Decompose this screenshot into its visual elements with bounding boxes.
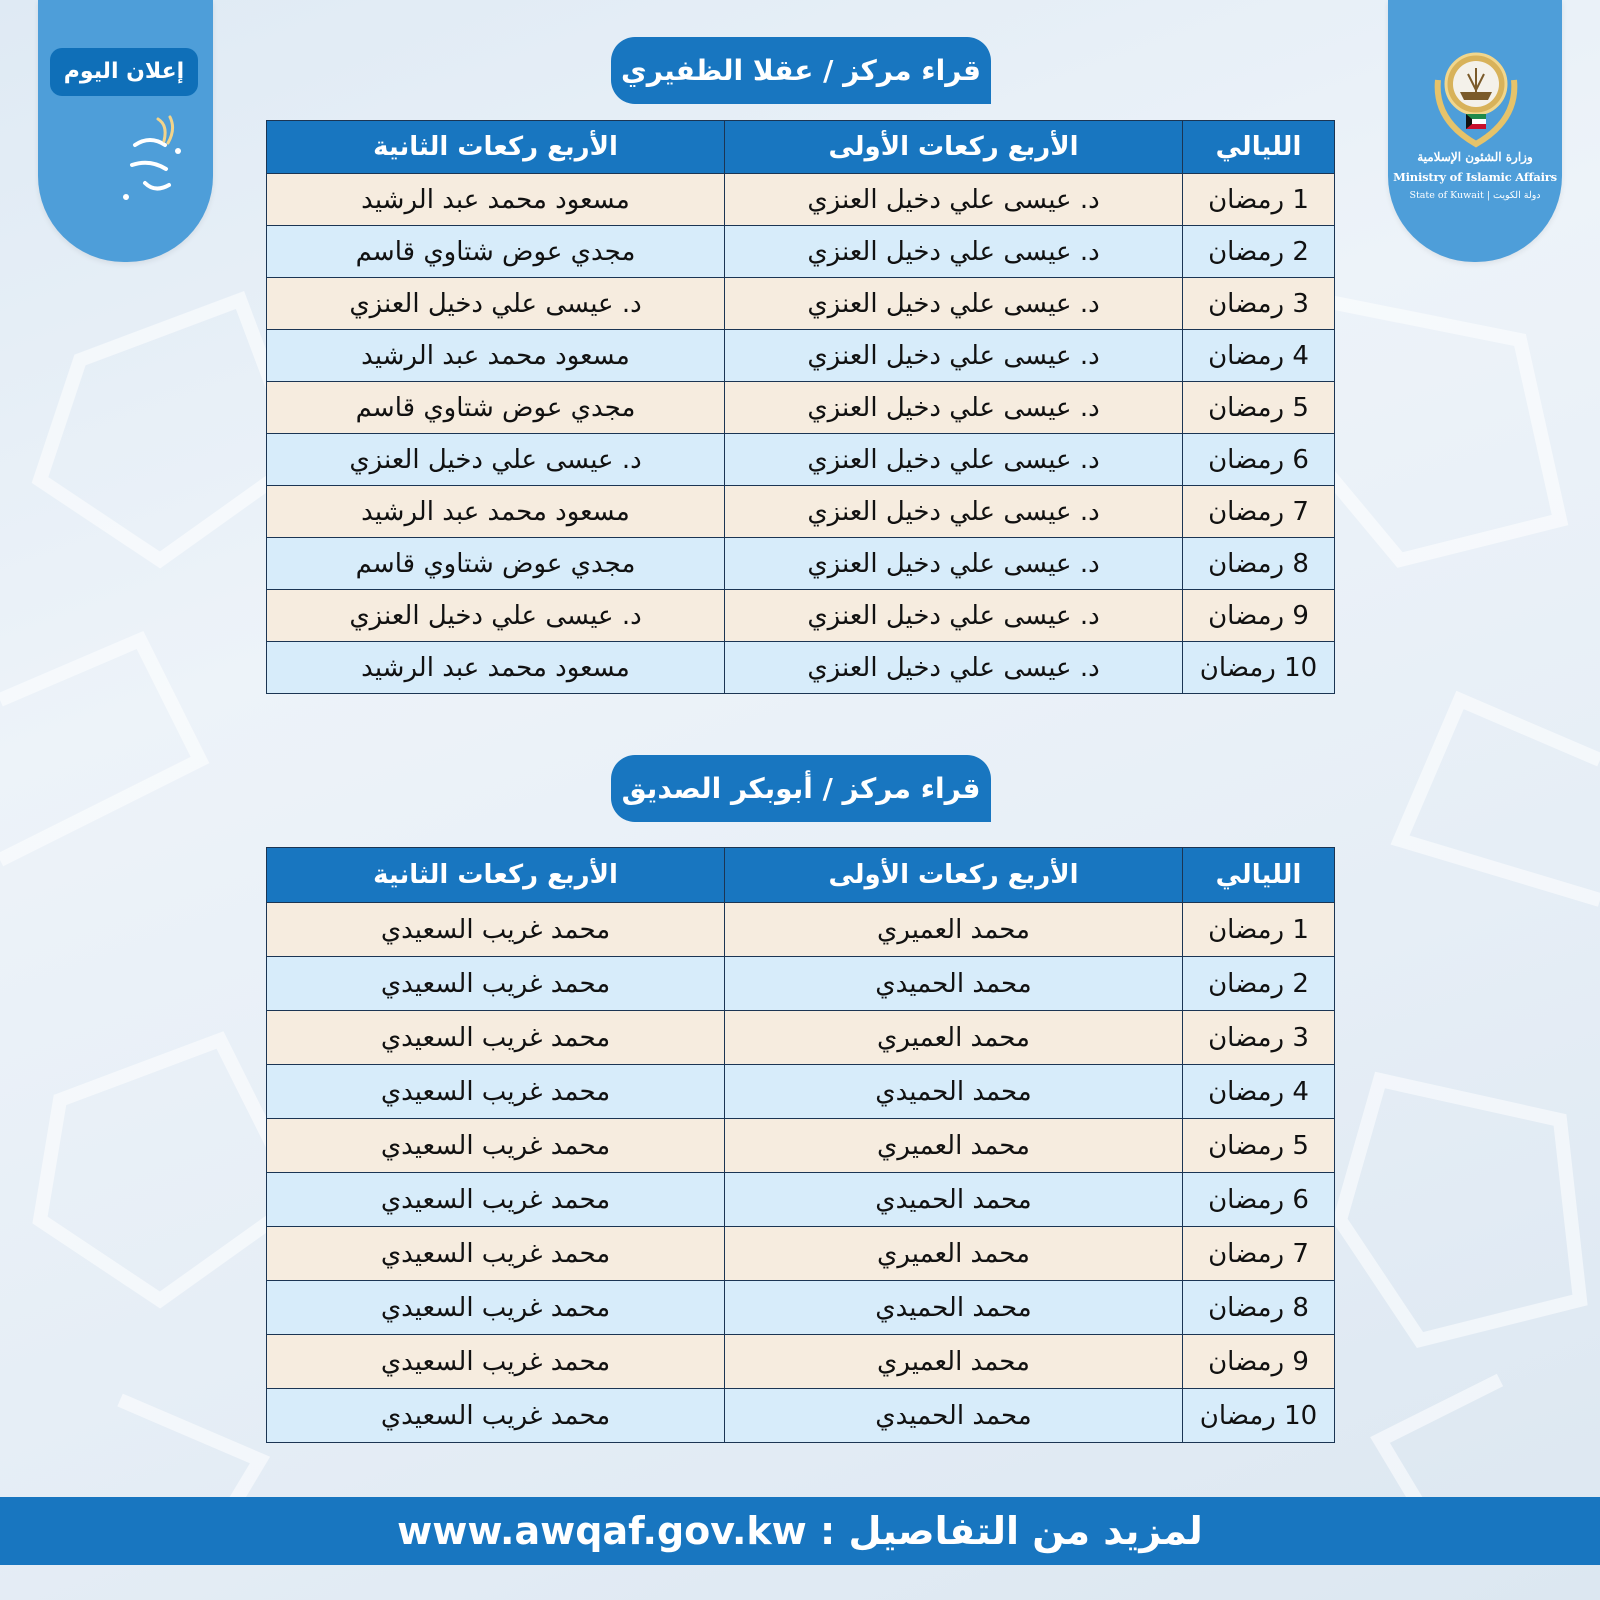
night-cell: 10 رمضان <box>1183 642 1335 694</box>
night-cell: 4 رمضان <box>1183 330 1335 382</box>
table-row <box>267 1281 1335 1335</box>
night-cell: 3 رمضان <box>1183 1011 1335 1065</box>
second-reader-cell: محمد غريب السعيدي <box>267 1227 725 1281</box>
ministry-name-english: Ministry of Islamic Affairs <box>1393 170 1557 184</box>
state-of-kuwait-label: State of Kuwait | دولة الكويت <box>1409 190 1541 201</box>
first-reader-cell: د. عيسى علي دخيل العنزي <box>725 330 1183 382</box>
footer-bar <box>0 1497 1600 1565</box>
night-cell: 6 رمضان <box>1183 1173 1335 1227</box>
first-reader-cell: د. عيسى علي دخيل العنزي <box>725 590 1183 642</box>
second-reader-cell: محمد غريب السعيدي <box>267 957 725 1011</box>
first-reader-cell: د. عيسى علي دخيل العنزي <box>725 434 1183 486</box>
header-nights: الليالي <box>1183 848 1335 903</box>
table-header-row <box>267 848 1335 903</box>
table-row <box>267 226 1335 278</box>
table-row <box>267 278 1335 330</box>
second-reader-cell: محمد غريب السعيدي <box>267 1065 725 1119</box>
night-cell: 8 رمضان <box>1183 1281 1335 1335</box>
table-row <box>267 957 1335 1011</box>
first-reader-cell: محمد العميري <box>725 1119 1183 1173</box>
second-reader-cell: مجدي عوض شتاوي قاسم <box>267 226 725 278</box>
first-reader-cell: د. عيسى علي دخيل العنزي <box>725 174 1183 226</box>
table-row <box>267 330 1335 382</box>
second-reader-cell: مسعود محمد عبد الرشيد <box>267 174 725 226</box>
ministry-name-arabic: وزارة الشئون الإسلامية <box>1417 150 1533 164</box>
second-reader-cell: محمد غريب السعيدي <box>267 1389 725 1443</box>
first-reader-cell: محمد الحميدي <box>725 957 1183 1011</box>
table-row <box>267 434 1335 486</box>
night-cell: 2 رمضان <box>1183 226 1335 278</box>
table-row <box>267 642 1335 694</box>
night-cell: 5 رمضان <box>1183 382 1335 434</box>
first-reader-cell: د. عيسى علي دخيل العنزي <box>725 226 1183 278</box>
first-reader-cell: محمد الحميدي <box>725 1065 1183 1119</box>
more-details-label: لمزيد من التفاصيل : <box>820 1509 1203 1553</box>
second-reader-cell: مجدي عوض شتاوي قاسم <box>267 382 725 434</box>
night-cell: 1 رمضان <box>1183 903 1335 957</box>
first-reader-cell: د. عيسى علي دخيل العنزي <box>725 538 1183 590</box>
night-cell: 10 رمضان <box>1183 1389 1335 1443</box>
header-second-four-rakaat: الأربع ركعات الثانية <box>267 848 725 903</box>
kuwait-emblem-icon <box>1428 40 1524 150</box>
second-reader-cell: محمد غريب السعيدي <box>267 1173 725 1227</box>
second-reader-cell: محمد غريب السعيدي <box>267 903 725 957</box>
first-reader-cell: محمد العميري <box>725 1011 1183 1065</box>
first-reader-cell: محمد الحميدي <box>725 1281 1183 1335</box>
readers-table-abu-bakr-alsiddiq <box>266 847 1335 1443</box>
second-reader-cell: مسعود محمد عبد الرشيد <box>267 642 725 694</box>
website-link[interactable]: www.awqaf.gov.kw <box>397 1509 807 1553</box>
table-row <box>267 1173 1335 1227</box>
table-row <box>267 590 1335 642</box>
first-reader-cell: د. عيسى علي دخيل العنزي <box>725 278 1183 330</box>
todays-announcement-badge: إعلان اليوم <box>50 48 198 96</box>
second-reader-cell: د. عيسى علي دخيل العنزي <box>267 590 725 642</box>
night-cell: 9 رمضان <box>1183 1335 1335 1389</box>
night-cell: 8 رمضان <box>1183 538 1335 590</box>
second-reader-cell: مجدي عوض شتاوي قاسم <box>267 538 725 590</box>
night-cell: 6 رمضان <box>1183 434 1335 486</box>
table-row <box>267 486 1335 538</box>
header-nights: الليالي <box>1183 121 1335 174</box>
table-row <box>267 1389 1335 1443</box>
table-row <box>267 1011 1335 1065</box>
second-reader-cell: محمد غريب السعيدي <box>267 1335 725 1389</box>
header-second-four-rakaat: الأربع ركعات الثانية <box>267 121 725 174</box>
night-cell: 1 رمضان <box>1183 174 1335 226</box>
table-row <box>267 382 1335 434</box>
first-reader-cell: محمد العميري <box>725 903 1183 957</box>
section-title-aqla-aldhafiri: قراء مركز / عقلا الظفيري <box>611 37 991 104</box>
second-reader-cell: محمد غريب السعيدي <box>267 1011 725 1065</box>
table-row <box>267 1335 1335 1389</box>
header-first-four-rakaat: الأربع ركعات الأولى <box>725 848 1183 903</box>
second-reader-cell: د. عيسى علي دخيل العنزي <box>267 434 725 486</box>
first-reader-cell: محمد العميري <box>725 1335 1183 1389</box>
second-reader-cell: مسعود محمد عبد الرشيد <box>267 330 725 382</box>
table-row <box>267 174 1335 226</box>
night-cell: 9 رمضان <box>1183 590 1335 642</box>
second-reader-cell: محمد غريب السعيدي <box>267 1119 725 1173</box>
night-cell: 7 رمضان <box>1183 486 1335 538</box>
table-row <box>267 1065 1335 1119</box>
night-cell: 3 رمضان <box>1183 278 1335 330</box>
second-reader-cell: محمد غريب السعيدي <box>267 1281 725 1335</box>
ramadan-calligraphy-logo <box>50 105 200 225</box>
first-reader-cell: د. عيسى علي دخيل العنزي <box>725 486 1183 538</box>
first-reader-cell: محمد الحميدي <box>725 1173 1183 1227</box>
table-row <box>267 1227 1335 1281</box>
first-reader-cell: محمد العميري <box>725 1227 1183 1281</box>
second-reader-cell: مسعود محمد عبد الرشيد <box>267 486 725 538</box>
table-header-row <box>267 121 1335 174</box>
section-title-abu-bakr-alsiddiq: قراء مركز / أبوبكر الصديق <box>611 755 991 822</box>
first-reader-cell: د. عيسى علي دخيل العنزي <box>725 642 1183 694</box>
night-cell: 4 رمضان <box>1183 1065 1335 1119</box>
night-cell: 2 رمضان <box>1183 957 1335 1011</box>
header-first-four-rakaat: الأربع ركعات الأولى <box>725 121 1183 174</box>
table-row <box>267 538 1335 590</box>
readers-table-aqla-aldhafiri <box>266 120 1335 694</box>
table-row <box>267 1119 1335 1173</box>
first-reader-cell: د. عيسى علي دخيل العنزي <box>725 382 1183 434</box>
second-reader-cell: د. عيسى علي دخيل العنزي <box>267 278 725 330</box>
first-reader-cell: محمد الحميدي <box>725 1389 1183 1443</box>
night-cell: 5 رمضان <box>1183 1119 1335 1173</box>
night-cell: 7 رمضان <box>1183 1227 1335 1281</box>
table-row <box>267 903 1335 957</box>
